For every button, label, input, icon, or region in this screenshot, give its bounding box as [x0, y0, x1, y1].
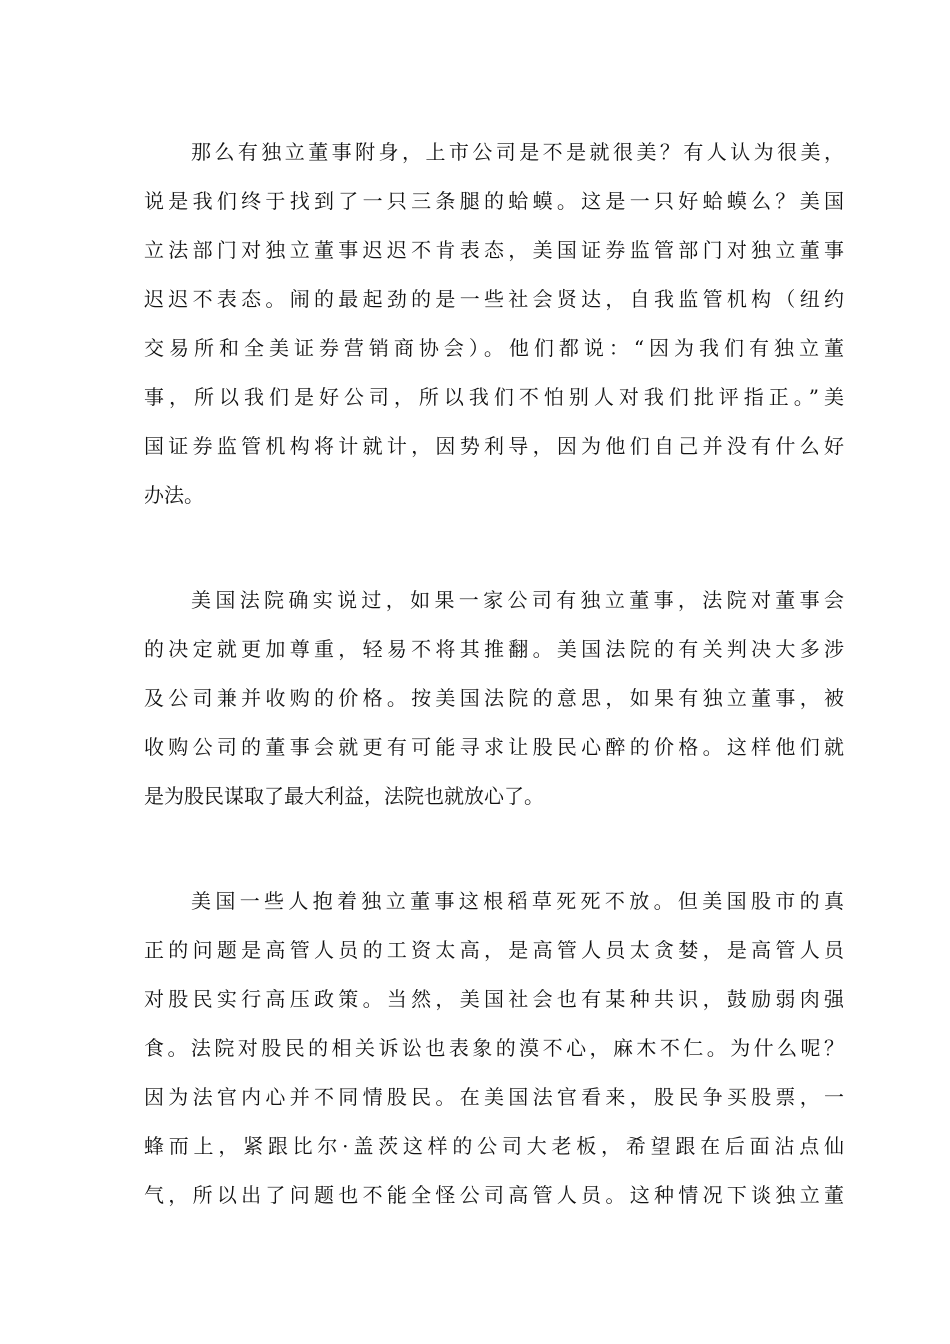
- text-line: 气，所以出了问题也不能全怪公司高管人员。这种情况下谈独立董: [144, 1183, 844, 1207]
- text-line: 及公司兼并收购的价格。按美国法院的意思，如果有独立董事，被: [144, 686, 844, 710]
- text-line: 蜂而上，紧跟比尔·盖茨这样的公司大老板，希望跟在后面沾点仙: [144, 1134, 844, 1158]
- text-line: 国证券监管机构将计就计，因势利导，因为他们自己并没有什么好: [144, 434, 844, 458]
- text-line: 是为股民谋取了最大利益，法院也就放心了。: [144, 784, 544, 808]
- text-line: 立法部门对独立董事迟迟不肯表态，美国证券监管部门对独立董事: [144, 238, 844, 262]
- text-line: 美国法院确实说过，如果一家公司有独立董事，法院对董事会: [191, 588, 844, 612]
- text-line: 交易所和全美证券营销商协会）。他们都说：“因为我们有独立董: [144, 336, 844, 360]
- text-line: 事，所以我们是好公司，所以我们不怕别人对我们批评指正。”美: [144, 385, 844, 409]
- text-line: 食。法院对股民的相关诉讼也表象的漠不心，麻木不仁。为什么呢？: [144, 1036, 844, 1060]
- text-line: 说是我们终于找到了一只三条腿的蛤蟆。这是一只好蛤蟆么？美国: [144, 189, 844, 213]
- text-line: 对股民实行高压政策。当然，美国社会也有某种共识，鼓励弱肉强: [144, 987, 844, 1011]
- text-line: 正的问题是高管人员的工资太高，是高管人员太贪婪，是高管人员: [144, 938, 844, 962]
- text-line: 那么有独立董事附身，上市公司是不是就很美？有人认为很美，: [191, 140, 844, 164]
- text-line: 迟迟不表态。闹的最起劲的是一些社会贤达，自我监管机构（纽约: [144, 287, 844, 311]
- text-line: 收购公司的董事会就更有可能寻求让股民心醉的价格。这样他们就: [144, 735, 844, 759]
- text-line: 美国一些人抱着独立董事这根稻草死死不放。但美国股市的真: [191, 889, 844, 913]
- text-line: 办法。: [144, 483, 204, 507]
- text-line: 的决定就更加尊重，轻易不将其推翻。美国法院的有关判决大多涉: [144, 637, 844, 661]
- text-line: 因为法官内心并不同情股民。在美国法官看来，股民争买股票，一: [144, 1085, 844, 1109]
